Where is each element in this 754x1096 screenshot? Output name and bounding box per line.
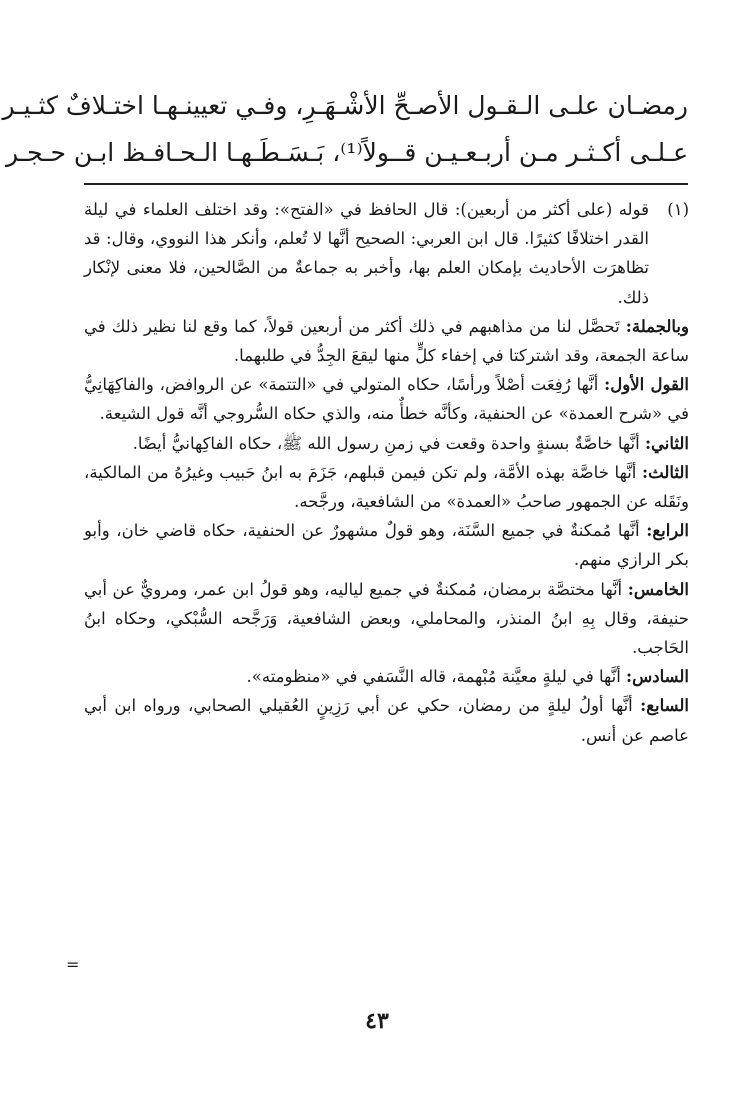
- paragraph-lead: الرابع:: [646, 521, 689, 541]
- main-text-line: عـلـى أكـثـر مـن أربـعـيـن قــولاً⁽¹⁾، بَـسَـطَـهـا الـحـافـظ ابـن حـجـر: [5, 138, 688, 167]
- paragraph-lead: الثالث:: [642, 462, 689, 482]
- paragraph-lead: السابع:: [640, 696, 689, 716]
- footnotes: [84, 195, 689, 750]
- paragraph-text: أنَّها خاصَّةٌ بسنةٍ واحدة وقعت في زمنِ رسول الله ﷺ، حكاه الفاكِهانيُّ أيضًا.: [132, 433, 645, 453]
- footnote-separator: [84, 183, 688, 185]
- main-text-line: رمضـان علـى الـقـول الأصـحِّ الأشْـهَـرِ، وفـي تعيينـهـا اختـلافٌ كثـيـر: [2, 91, 688, 120]
- footnote-paragraph: [84, 516, 689, 574]
- paragraph-lead: وبالجملة:: [625, 316, 689, 336]
- paragraph-text: أنَّها في ليلةٍ معيَّنة مُبْهمة، قاله النَّسَفي في «منظومته».: [246, 667, 627, 687]
- footnote-1: [84, 195, 689, 312]
- paragraph-text: أنَّها خاصَّة بهذه الأمَّة، ولم تكن فيمن قبلهم، جَزَمَ به ابنُ حَبيب وغيرُهُ من المالكية، ونَقَله عن الجمهور صاحبُ «العمدة» من الشافعية، ورجَّحه.: [84, 462, 689, 512]
- paragraph-lead: الثاني:: [644, 433, 689, 453]
- paragraph-lead: القول الأول:: [604, 375, 689, 395]
- paragraph-text: أنَّها رُفِعَت أصْلاً ورأسًا، حكاه المتولي في «التتمة» عن الروافض، والفاكِهَانِيُّ في «شرح العمدة» عن الحنفية، وكأنَّه خطأٌ منه، والذي حكاه السُّروجي أنَّه قول الشيعة.: [84, 375, 689, 424]
- footnote-number: (١): [667, 200, 689, 219]
- paragraph-lead: السادس:: [626, 667, 689, 687]
- footnote-paragraph: [84, 312, 689, 370]
- footnote-paragraph: [84, 575, 689, 663]
- paragraph-text: أنَّها أولُ ليلةٍ من رمضان، حكي عن أبي رَزِينٍ العُقيلي الصحابي، ورواه ابن أبي عاصم عن أنس.: [84, 696, 689, 745]
- page-number: ٤٣: [365, 1008, 389, 1034]
- footnote-paragraph: [84, 429, 689, 458]
- paragraph-text: أنَّها مُمكنةٌ في جميع السَّنَة، وهو قولٌ مشهورٌ عن الحنفية، حكاه قاضي خان، وأبو بكر الرازي منهم.: [84, 521, 689, 570]
- paragraph-lead: الخامس:: [627, 579, 689, 599]
- footnote-paragraph: [84, 370, 689, 428]
- footnote-paragraph: [84, 458, 689, 516]
- footnote-paragraph: [84, 691, 689, 749]
- footnote-first-paragraph: قوله (على أكثر من أربعين): قال الحافظ في «الفتح»: وقد اختلف العلماء في ليلة القدر اختلافًا كثيرًا. قال ابن العربي: الصحيح أنَّها لا تُعلم، وأنكر هذا النووي، وقال: قد تظاهرَت الأحاديث بإمكان العلم بها، وأخبر به جماعةٌ من الصَّالحين، فلا معنى لإنْكار ذلك.: [84, 200, 649, 307]
- paragraph-text: تَحصَّل لنا من مذاهبهم في ذلك أكثر من أربعين قولاً، كما وقع لنا نظير ذلك في ساعة الجمعة، وقد اشتركتا في إخفاء كلٍّ منها ليقعَ الجِدُّ في طلبهما.: [84, 316, 689, 366]
- main-text: [2, 82, 688, 176]
- paragraph-text: أنَّها مختصَّة برمضان، مُمكنةٌ في جميع لياليه، وهو قولُ ابن عمر، ومرويٌّ عن أبي حنيفة، وقال بِهِ ابنُ المنذر، والمحاملي، وبعض الشافعية، وَرَجَّحه السُّبْكي، وحكاه ابنُ الحَاجب.: [84, 579, 689, 658]
- footnote-paragraph: [84, 662, 689, 691]
- continuation-mark: =: [66, 955, 80, 974]
